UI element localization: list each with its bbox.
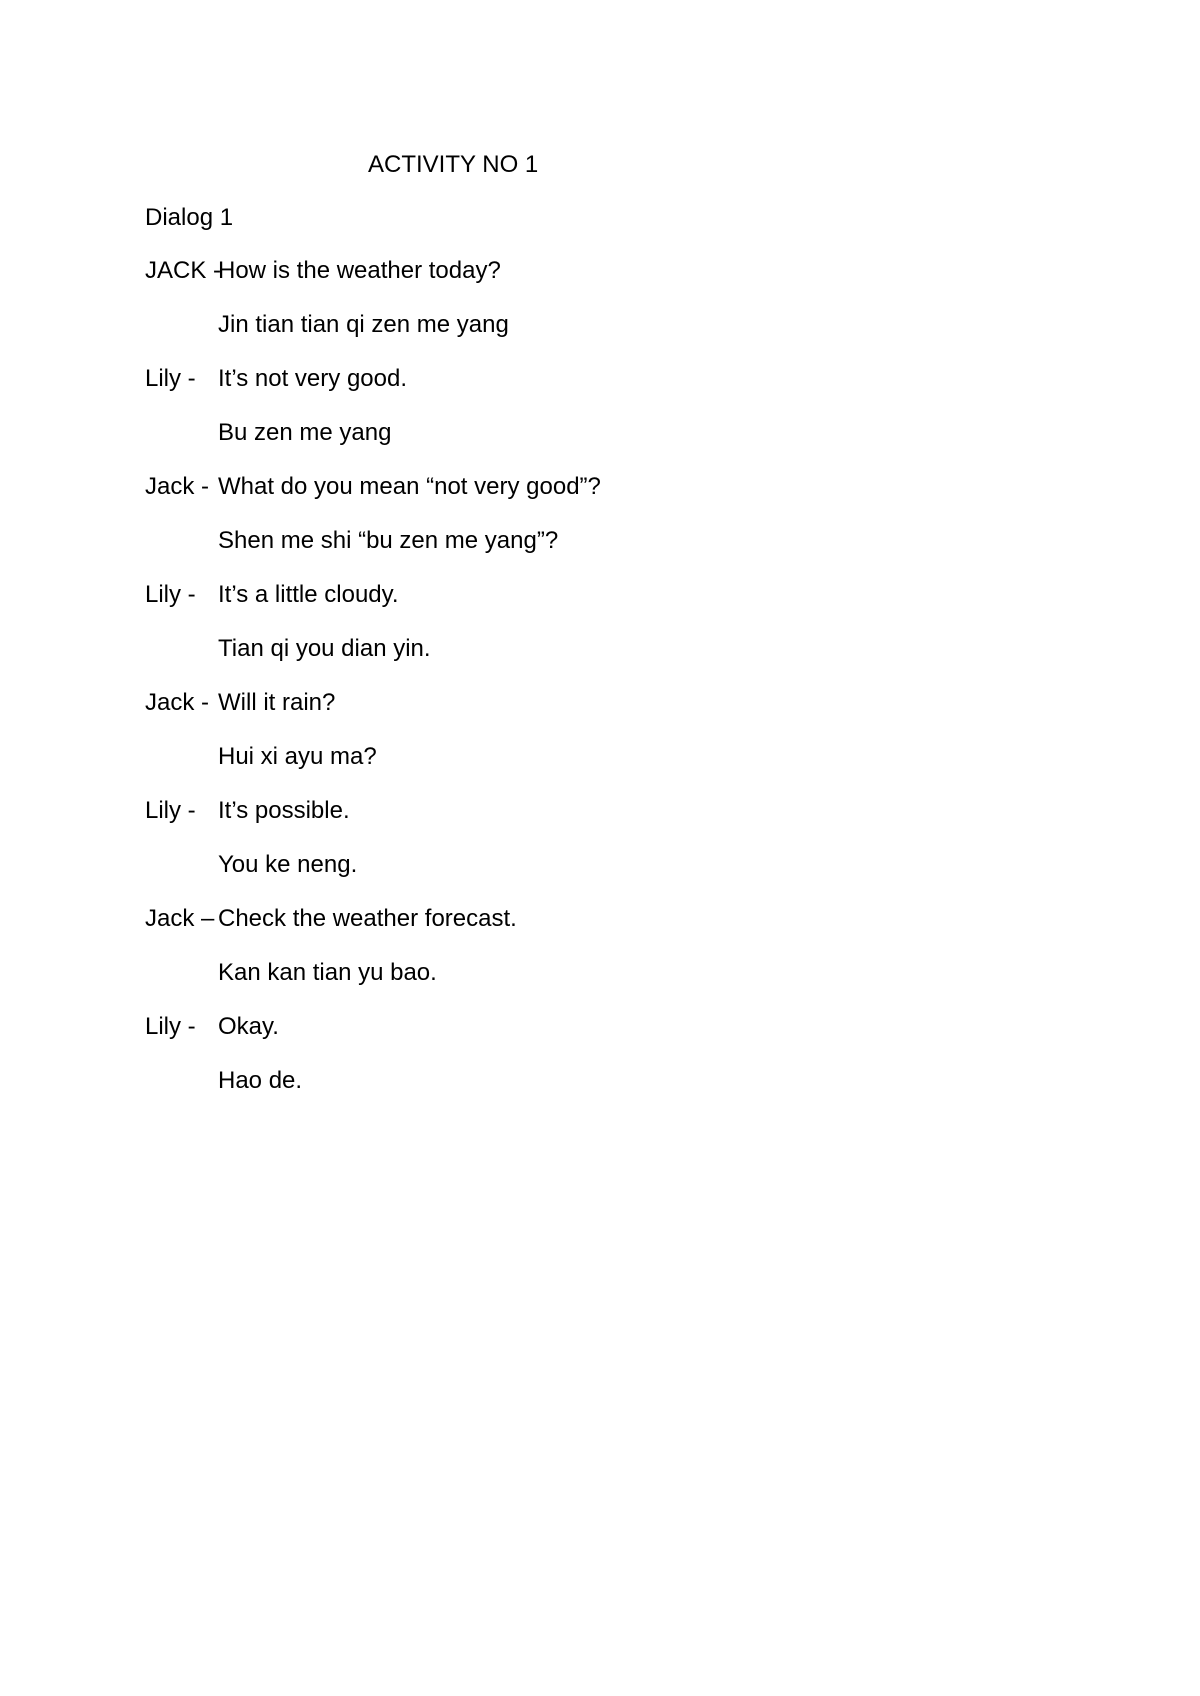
english-text: How is the weather today?: [218, 257, 501, 284]
english-line: [145, 364, 1145, 418]
english-line: [145, 904, 1145, 958]
pinyin-text: Kan kan tian yu bao.: [218, 959, 437, 986]
pinyin-text: Shen me shi “bu zen me yang”?: [218, 527, 559, 554]
pinyin-line: [145, 526, 1145, 580]
dialog-entry: [145, 472, 1145, 580]
speaker-label: Lily -: [145, 581, 196, 608]
dialog-entry: [145, 796, 1145, 904]
speaker-label: Jack -: [145, 473, 210, 500]
english-line: [145, 256, 1145, 310]
english-text: It’s possible.: [218, 797, 350, 824]
english-line: [145, 688, 1145, 742]
dialog-entry: [145, 688, 1145, 796]
speaker-label: Lily -: [145, 797, 196, 824]
english-text: What do you mean “not very good”?: [218, 473, 601, 500]
english-text: It’s a little cloudy.: [218, 581, 399, 608]
pinyin-text: Hui xi ayu ma?: [218, 743, 377, 770]
pinyin-text: Hao de.: [218, 1067, 303, 1094]
pinyin-text: Tian qi you dian yin.: [218, 635, 431, 662]
pinyin-line: [145, 310, 1145, 364]
dialog-heading: Dialog 1: [145, 204, 234, 231]
english-line: [145, 580, 1145, 634]
speaker-label: Lily -: [145, 365, 196, 392]
speaker-label: Jack –: [145, 905, 215, 932]
dialog-body: [145, 256, 1145, 1120]
english-text: Check the weather forecast.: [218, 905, 517, 932]
pinyin-line: [145, 742, 1145, 796]
english-line: [145, 472, 1145, 526]
dialog-entry: [145, 364, 1145, 472]
pinyin-line: [145, 634, 1145, 688]
pinyin-text: Bu zen me yang: [218, 419, 392, 446]
pinyin-line: [145, 1066, 1145, 1120]
pinyin-text: You ke neng.: [218, 851, 358, 878]
english-text: Will it rain?: [218, 689, 336, 716]
dialog-entry: [145, 1012, 1145, 1120]
document-title: ACTIVITY NO 1: [368, 151, 539, 178]
english-line: [145, 796, 1145, 850]
pinyin-line: [145, 850, 1145, 904]
english-line: [145, 1012, 1145, 1066]
dialog-entry: [145, 904, 1145, 1012]
english-text: It’s not very good.: [218, 365, 407, 392]
speaker-label: JACK -: [145, 257, 222, 284]
pinyin-text: Jin tian tian qi zen me yang: [218, 311, 509, 338]
speaker-label: Jack -: [145, 689, 210, 716]
dialog-entry: [145, 256, 1145, 364]
pinyin-line: [145, 958, 1145, 1012]
english-text: Okay.: [218, 1013, 279, 1040]
dialog-entry: [145, 580, 1145, 688]
speaker-label: Lily -: [145, 1013, 196, 1040]
pinyin-line: [145, 418, 1145, 472]
